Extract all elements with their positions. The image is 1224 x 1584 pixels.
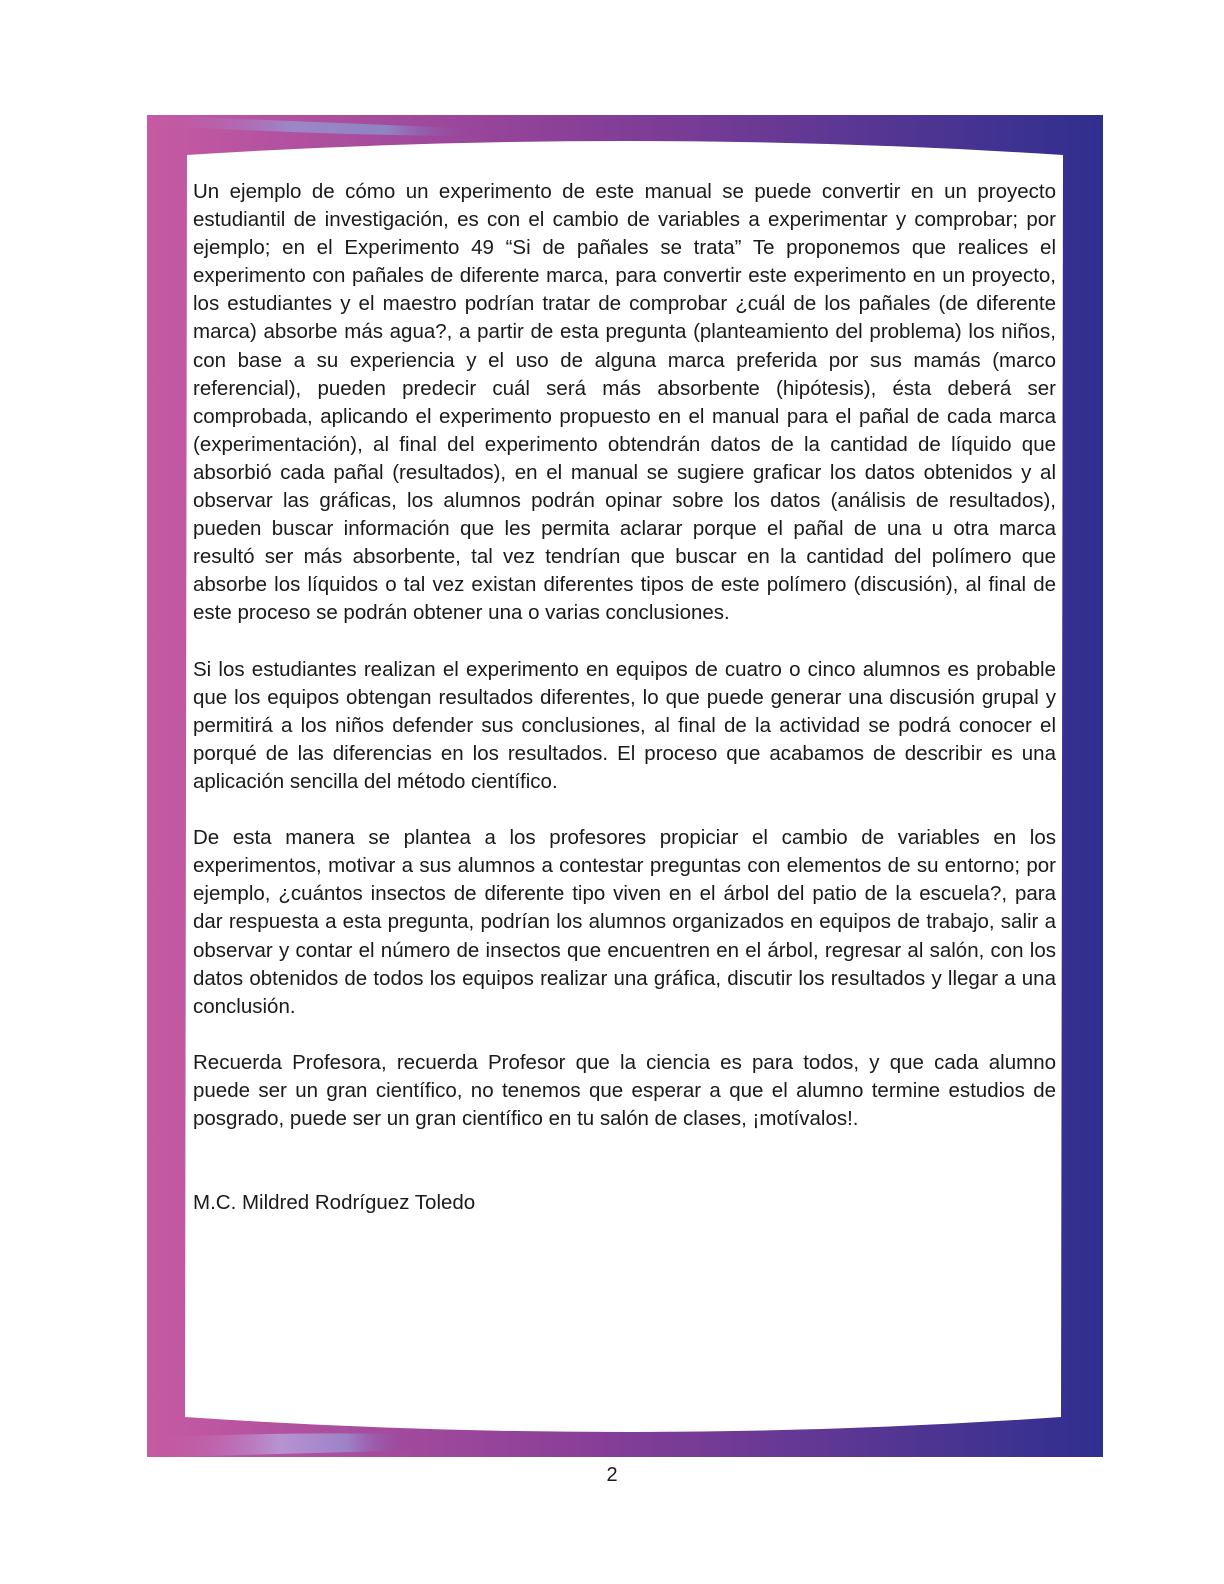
page-number: 2 [606,1464,618,1486]
paragraph-4: Recuerda Profesora, recuerda Profesor que la ciencia es para todos, y que cada alumno puede ser un gran científico, no tenemos que esperar a que el alumno termine estudios de posgrado, puede ser un gran científico en tu salón de clases, ¡motívalos!. [193,1050,1056,1131]
document-body [193,178,1056,1217]
paragraph-2: Si los estudiantes realizan el experimento en equipos de cuatro o cinco alumnos es probable que los equipos obtengan resultados diferentes, lo que puede generar una discusión grupal y permitirá a los niños defender sus conclusiones, al final de la actividad se podrá conocer el porqué de las diferencias en los resultados. El proceso que acabamos de describir es una aplicación sencilla del método científico. [193,657,1056,793]
paragraph-1: Un ejemplo de cómo un experimento de este manual se puede convertir en un proyecto estudiantil de investigación, es con el cambio de variables a experimentar y comprobar; por ejemplo; en el Experimento 49 “Si de pañales se trata” Te proponemos que realices el experimento con pañales de diferente marca, para convertir este experimento en un proyecto, los estudiantes y el maestro podrían tratar de comprobar ¿cuál de los pañales (de diferente marca) absorbe más agua?, a partir de esta pregunta (planteamiento del problema) los niños, con base a su experiencia y el uso de alguna marca preferida por sus mamás (marco referencial), pueden predecir cuál será más absorbente (hipótesis), ésta deberá ser comprobada, aplicando el experimento propuesto en el manual para el pañal de cada marca (experimentación), al final del experimento obtendrán datos de la cantidad de líquido que absorbió cada pañal (resultados), en el manual se sugiere graficar los datos obtenidos y al observar las gráficas, los alumnos podrán opinar sobre los datos (análisis de resultados), pueden buscar información que les permita aclarar porque el pañal de una u otra marca resultó ser más absorbente, tal vez tendrían que buscar en la cantidad del polímero que absorbe los líquidos o tal vez existan diferentes tipos de este polímero (discusión), al final de este proceso se podrán obtener una o varias conclusiones. [193,180,1056,625]
paragraph-3: De esta manera se plantea a los profesores propiciar el cambio de variables en los experimentos, motivar a sus alumnos a contestar preguntas con elementos de su entorno; por ejemplo, ¿cuántos insectos de diferente tipo viven en el árbol del patio de la escuela?, para dar respuesta a esta pregunta, podrían los alumnos organizados en equipos de trabajo, salir a observar y contar el número de insectos que encuentren en el árbol, regresar al salón, con los datos obtenidos de todos los equipos realizar una gráfica, discutir los resultados y llegar a una conclusión. [193,826,1056,1018]
author-signature: M.C. Mildred Rodríguez Toledo [193,1191,476,1215]
